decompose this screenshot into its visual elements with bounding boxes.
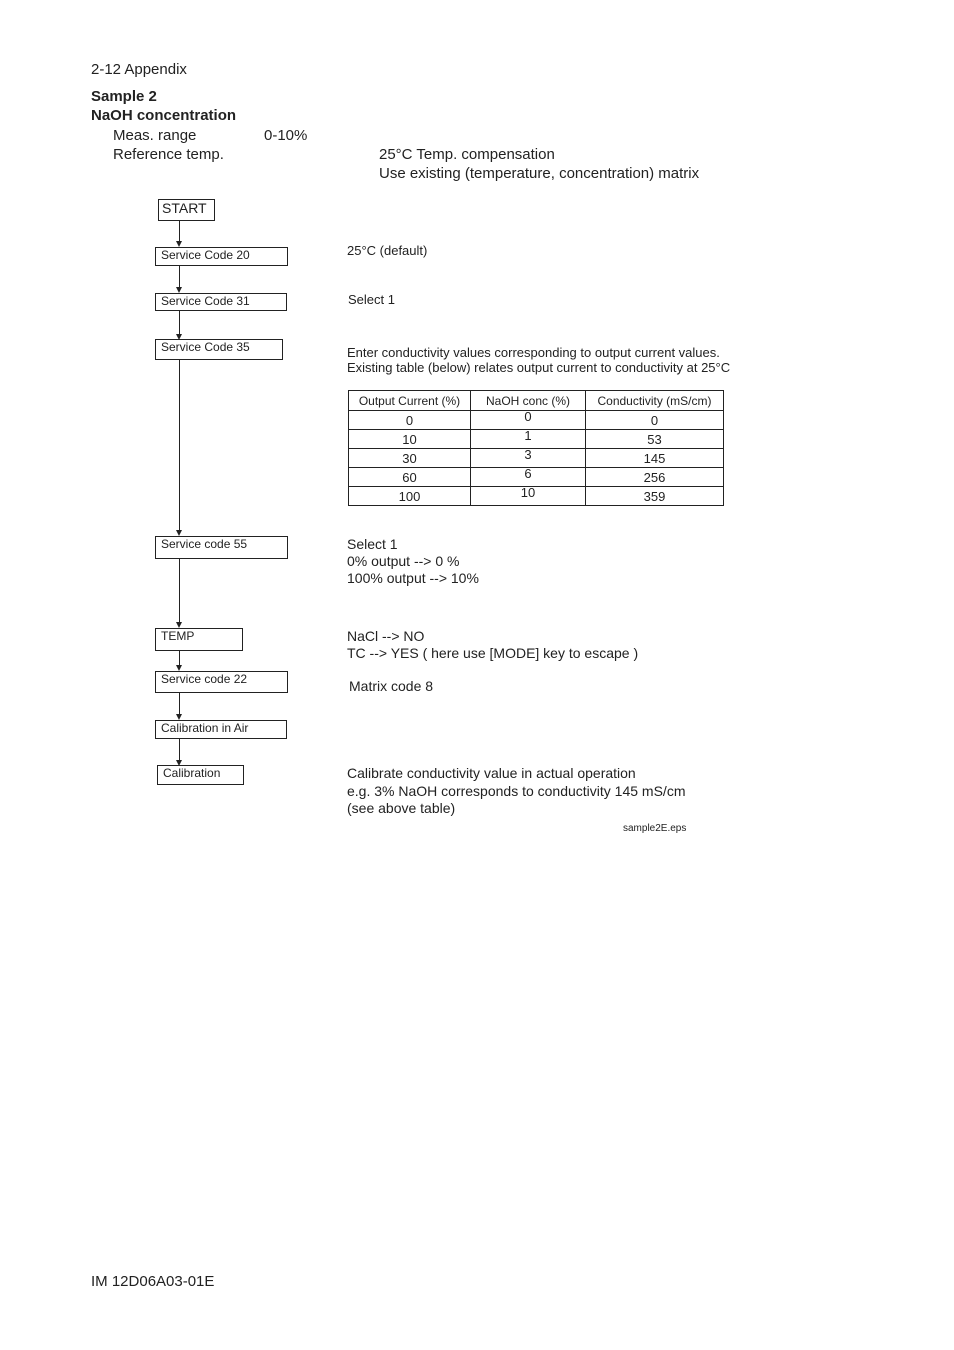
table-cell: 256 (586, 468, 724, 487)
connector-line (179, 650, 180, 666)
table-cell: 10 (471, 487, 586, 506)
table-cell: 0 (349, 411, 471, 430)
note-sc55-line3: 100% output --> 10% (347, 570, 479, 586)
table-cell: 60 (349, 468, 471, 487)
note-sc55-line2: 0% output --> 0 % (347, 553, 460, 569)
table-cell: 3 (471, 449, 586, 468)
table-row (349, 411, 724, 430)
table-header-cell: NaOH conc (%) (471, 391, 586, 411)
connector-line (179, 558, 180, 623)
flow-start-box: START (158, 199, 215, 221)
table-header-cell: Conductivity (mS/cm) (586, 391, 724, 411)
figure-filename: sample2E.eps (623, 823, 687, 834)
table-cell: 100 (349, 487, 471, 506)
ref-temp-note: Use existing (temperature, concentration) matrix (379, 165, 700, 182)
note-temp-line2: TC --> YES ( here use [MODE] key to escape ) (347, 645, 639, 661)
note-sc35-line2: Existing table (below) relates output current to conductivity at 25°C (347, 360, 731, 375)
connector-line (179, 220, 180, 242)
meas-range-value: 0-10% (264, 127, 308, 144)
ref-temp-label: Reference temp. (113, 146, 224, 163)
sample-subtitle: NaOH concentration (91, 107, 237, 124)
table-cell: 53 (586, 430, 724, 449)
note-sc31: Select 1 (348, 292, 395, 307)
meas-range-label: Meas. range (113, 127, 197, 144)
table-header-row (349, 391, 724, 411)
table-row (349, 430, 724, 449)
connector-line (179, 311, 180, 335)
conductivity-table (348, 390, 724, 506)
table-cell: 1 (471, 430, 586, 449)
connector-line (179, 359, 180, 531)
ref-temp-value: 25°C Temp. compensation (379, 146, 555, 163)
flow-temp-box: TEMP (155, 628, 243, 651)
page-header: 2-12 Appendix (91, 61, 187, 78)
connector-line (179, 265, 180, 288)
table-cell: 10 (349, 430, 471, 449)
connector-line (179, 739, 180, 761)
table-cell: 6 (471, 468, 586, 487)
note-sc55-line1: Select 1 (347, 536, 398, 552)
note-cal-line1: Calibrate conductivity value in actual operation (347, 765, 636, 781)
footer-doc-id: IM 12D06A03-01E (91, 1273, 215, 1290)
flow-service-code-55: Service code 55 (155, 536, 288, 559)
table-cell: 30 (349, 449, 471, 468)
table-row (349, 468, 724, 487)
table-cell: 0 (586, 411, 724, 430)
flow-service-code-20: Service Code 20 (155, 247, 288, 266)
table-row (349, 449, 724, 468)
table-cell: 145 (586, 449, 724, 468)
note-cal-line3: (see above table) (347, 800, 456, 816)
table-row (349, 487, 724, 506)
flow-calibration: Calibration (157, 765, 244, 785)
note-sc20: 25°C (default) (347, 243, 428, 258)
note-temp-line1: NaCl --> NO (347, 628, 425, 644)
sample-title: Sample 2 (91, 88, 157, 105)
connector-line (179, 692, 180, 715)
note-sc22: Matrix code 8 (349, 678, 434, 694)
table-cell: 359 (586, 487, 724, 506)
note-sc35-line1: Enter conductivity values corresponding to output current values. (347, 345, 720, 360)
table-cell: 0 (471, 411, 586, 430)
note-cal-line2: e.g. 3% NaOH corresponds to conductivity 145 mS/cm (347, 783, 686, 799)
flow-service-code-31: Service Code 31 (155, 293, 287, 311)
flow-calibration-in-air: Calibration in Air (155, 720, 287, 739)
table-header-cell: Output Current (%) (349, 391, 471, 411)
flow-service-code-35: Service Code 35 (155, 339, 283, 360)
flow-service-code-22: Service code 22 (155, 671, 288, 693)
